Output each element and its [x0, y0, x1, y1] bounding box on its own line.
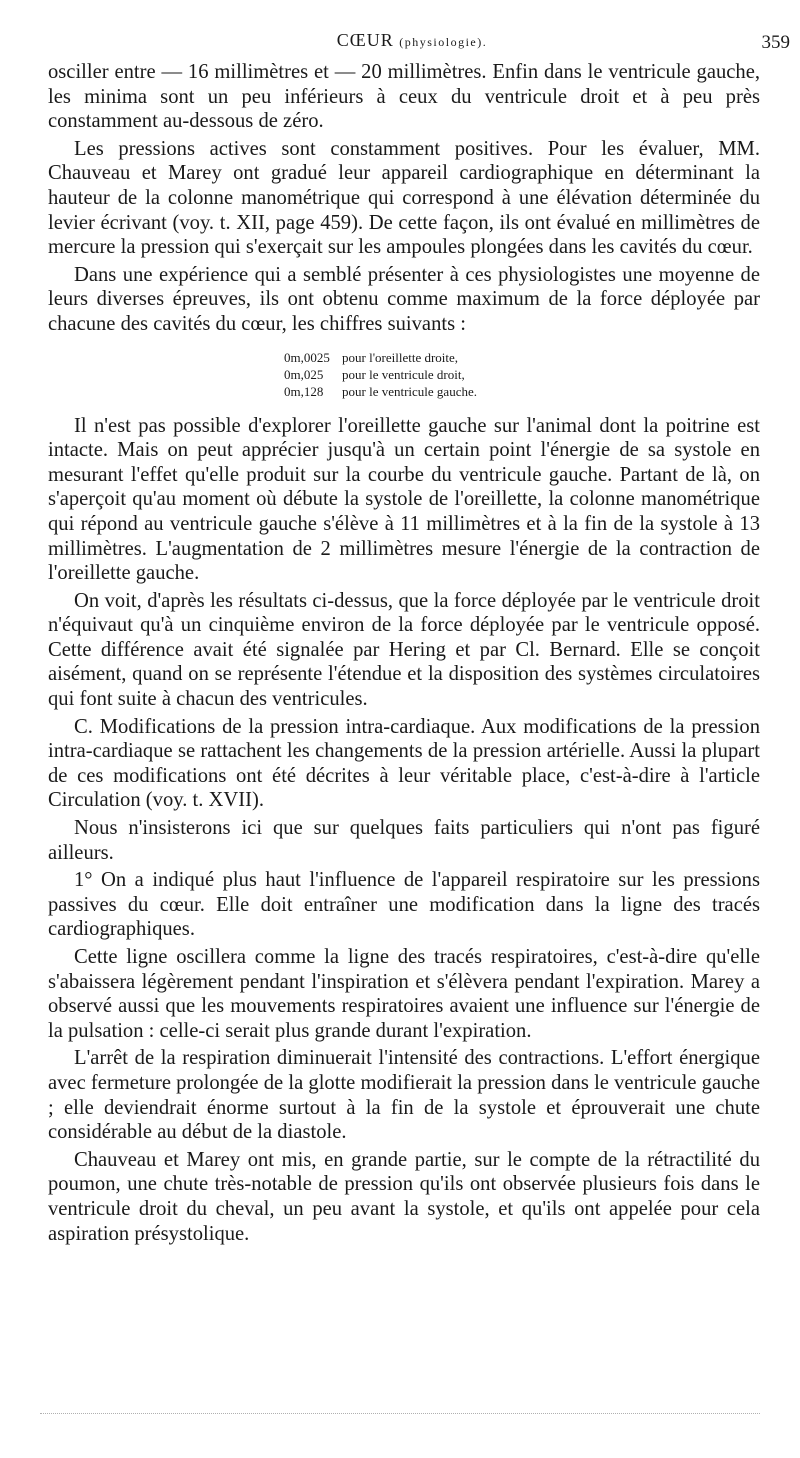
pressure-row: [284, 349, 534, 366]
paragraph: Dans une expérience qui a semblé présenter à ces physiologistes une moyenne de leurs diverses épreuves, ils ont obtenu comme maximum de la force déployée par chacune des cavités du cœur, les chiffres suivants :: [48, 263, 760, 335]
pressure-row: [284, 383, 534, 400]
pressure-value: 0m,025: [284, 366, 324, 382]
paragraph: Il n'est pas possible d'explorer l'oreillette gauche sur l'animal dont la poitrine est intacte. Mais on peut apprécier jusqu'à un certain point l'énergie de sa systole en mesurant l'effet qu'elle produit sur la courbe du ventricule gauche. Partant de là, on s'aperçoit qu'au moment où débute la systole de l'oreillette, la colonne manométrique qui répond au ventricule gauche s'élève à 11 millimètres et à la fin de la systole à 13 millimètres. L'augmentation de 2 millimètres mesure l'énergie de la contraction de l'oreillette gauche.: [48, 414, 760, 585]
running-head: [52, 30, 772, 51]
pressure-label: pour le ventricule gauche.: [342, 383, 477, 399]
pressure-label: pour l'oreillette droite,: [342, 349, 459, 365]
pressure-row: [284, 366, 534, 383]
paragraph: On voit, d'après les résultats ci-dessus, que la force déployée par le ventricule droit n'équivaut qu'à un cinquième environ de la force déployée par le ventricule opposé. Cette différence avait été signalée par Hering et par Cl. Bernard. Elle se conçoit aisément, quand on se représente l'étendue et la disposition des systèmes circulatoires qui font suite à chacun des ventricules.: [48, 589, 760, 711]
pressure-value: 0m,128: [284, 383, 324, 399]
paragraph: 1° On a indiqué plus haut l'influence de l'appareil respiratoire sur les pressions passives du cœur. Elle doit entraîner une modification dans la ligne des tracés cardiographiques.: [48, 869, 760, 941]
running-head-subtitle: (physiologie).: [399, 35, 488, 49]
pressure-label: pour le ventricule droit,: [342, 366, 465, 382]
paragraph: osciller entre — 16 millimètres et — 20 millimètres. Enfin dans le ventricule gauche, les minima sont un peu inférieurs à ceux du ventricule droit et à peu près constamment au-dessous de zéro.: [48, 61, 760, 133]
page-footer-rule: [40, 1413, 760, 1418]
page-number: 359: [761, 32, 790, 53]
paragraph: Chauveau et Marey ont mis, en grande partie, sur le compte de la rétractilité du poumon, une chute très-notable de pression qu'ils ont observée plusieurs fois dans le ventricule droit du cheval, un peu avant la systole, et qu'ils ont appelée pour cela aspiration présystolique.: [48, 1148, 760, 1245]
running-head-title: CŒUR: [336, 30, 394, 50]
paragraph: Nous n'insisterons ici que sur quelques faits particuliers qui n'ont pas figuré ailleurs.: [48, 817, 760, 864]
paragraph: Les pressions actives sont constamment positives. Pour les évaluer, MM. Chauveau et Marey ont gradué leur appareil cardiographique en déterminant la hauteur de la colonne manométrique qui correspond à une élévation déterminée du levier écrivant (voy. t. XII, page 459). De cette façon, ils ont évalué en millimètres de mercure la pression qui s'exerçait sur les ampoules plongées dans les cavités du cœur.: [48, 137, 760, 259]
pressure-table: [284, 349, 534, 400]
paragraph: Cette ligne oscillera comme la ligne des tracés respiratoires, c'est-à-dire qu'elle s'abaissera légèrement pendant l'inspiration et s'élèvera pendant l'expiration. Marey a observé aussi que les mouvements respiratoires avaient une influence sur l'énergie de la pulsation : celle-ci serait plus grande durant l'expiration.: [48, 946, 760, 1042]
paragraph: C. Modifications de la pression intra-cardiaque. Aux modifications de la pression intra-cardiaque se rattachent les changements de la pression artérielle. Aussi la plupart de ces modifications ont été décrites à leur véritable place, c'est-à-dire à l'article Circulation (voy. t. XVII).: [48, 715, 760, 812]
page-header: [52, 30, 790, 58]
pressure-value: 0m,0025: [284, 349, 330, 365]
page-body: [48, 60, 760, 1246]
paragraph: L'arrêt de la respiration diminuerait l'intensité des contractions. L'effort énergique avec fermeture prolongée de la glotte modifierait la pression dans le ventricule gauche ; elle deviendrait énorme surtout à la fin de la systole et éprouverait une chute considérable au début de la diastole.: [48, 1047, 760, 1144]
